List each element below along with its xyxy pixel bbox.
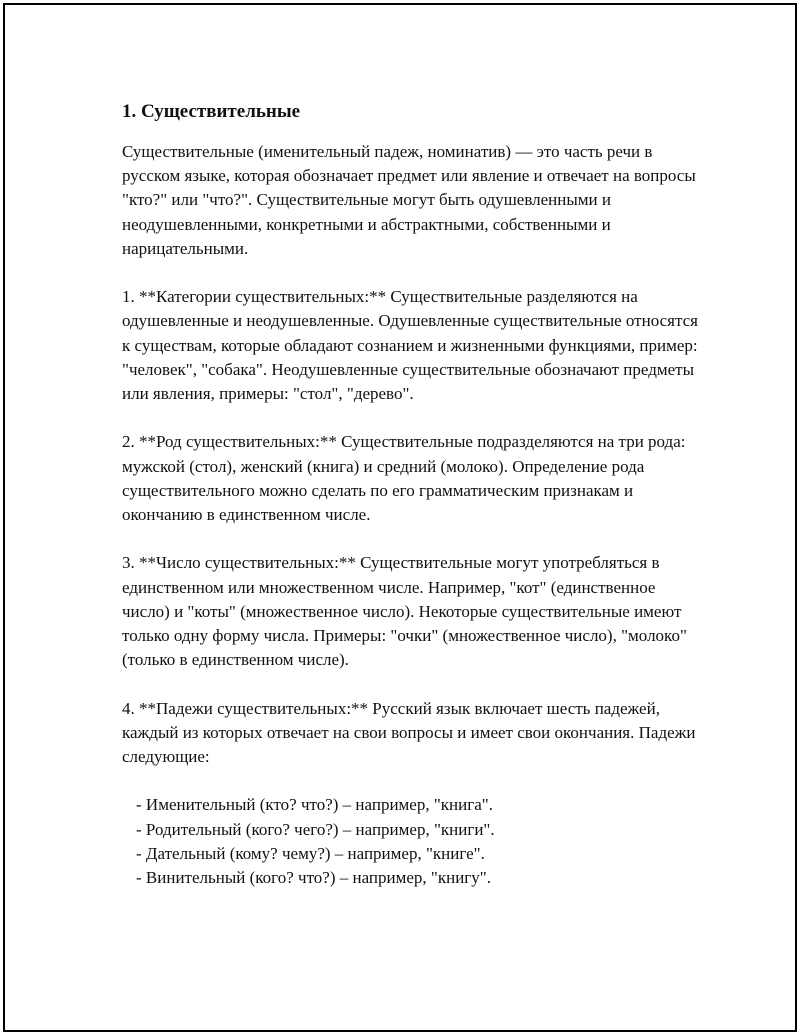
list-item: - Дательный (кому? чему?) – например, "книге". — [136, 843, 485, 863]
section-paragraph-1: 1. **Категории существительных:** Существительные разделяются на одушевленные и неодушевленные. Одушевленные существительные относятся к существам, которые обладают сознанием и жизненными функциями, пример: "человек", "собака". Неодушевленные существительные обозначают предметы или явления, примеры: "стол", "дерево". — [122, 287, 698, 404]
cases-list — [122, 793, 702, 890]
list-item: - Именительный (кто? что?) – например, "книга". — [136, 795, 493, 815]
section-paragraph-4: 4. **Падежи существительных:** Русский язык включает шесть падежей, каждый из которых отвечает на свои вопросы и имеет свои окончания. Падежи следующие: — [122, 698, 696, 767]
section-paragraph-2: 2. **Род существительных:** Существительные подразделяются на три рода: мужской (стол), женский (книга) и средний (молоко). Определение рода существительного можно сделать по его грамматическим признакам и окончанию в единственном числе. — [122, 432, 686, 525]
page-frame — [3, 3, 797, 1032]
document-body — [122, 97, 702, 890]
list-item: - Винительный (кого? что?) – например, "книгу". — [136, 868, 491, 888]
intro-paragraph: Существительные (именительный падеж, номинатив) — это часть речи в русском языке, которая обозначает предмет или явление и отвечает на вопросы "кто?" или "что?". Существительные могут быть одушевленными и неодушевленными, конкретными и абстрактными, собственными и нарицательными. — [122, 142, 696, 258]
document-title: 1. Существительные — [122, 101, 301, 122]
section-paragraph-3: 3. **Число существительных:** Существительные могут употребляться в единственном или множественном числе. Например, "кот" (единственное число) и "коты" (множественное число). Некоторые существительные имеют только одну форму числа. Примеры: "очки" (множественное число), "молоко" (только в единственном числе). — [122, 553, 687, 670]
list-item: - Родительный (кого? чего?) – например, "книги". — [136, 819, 495, 839]
